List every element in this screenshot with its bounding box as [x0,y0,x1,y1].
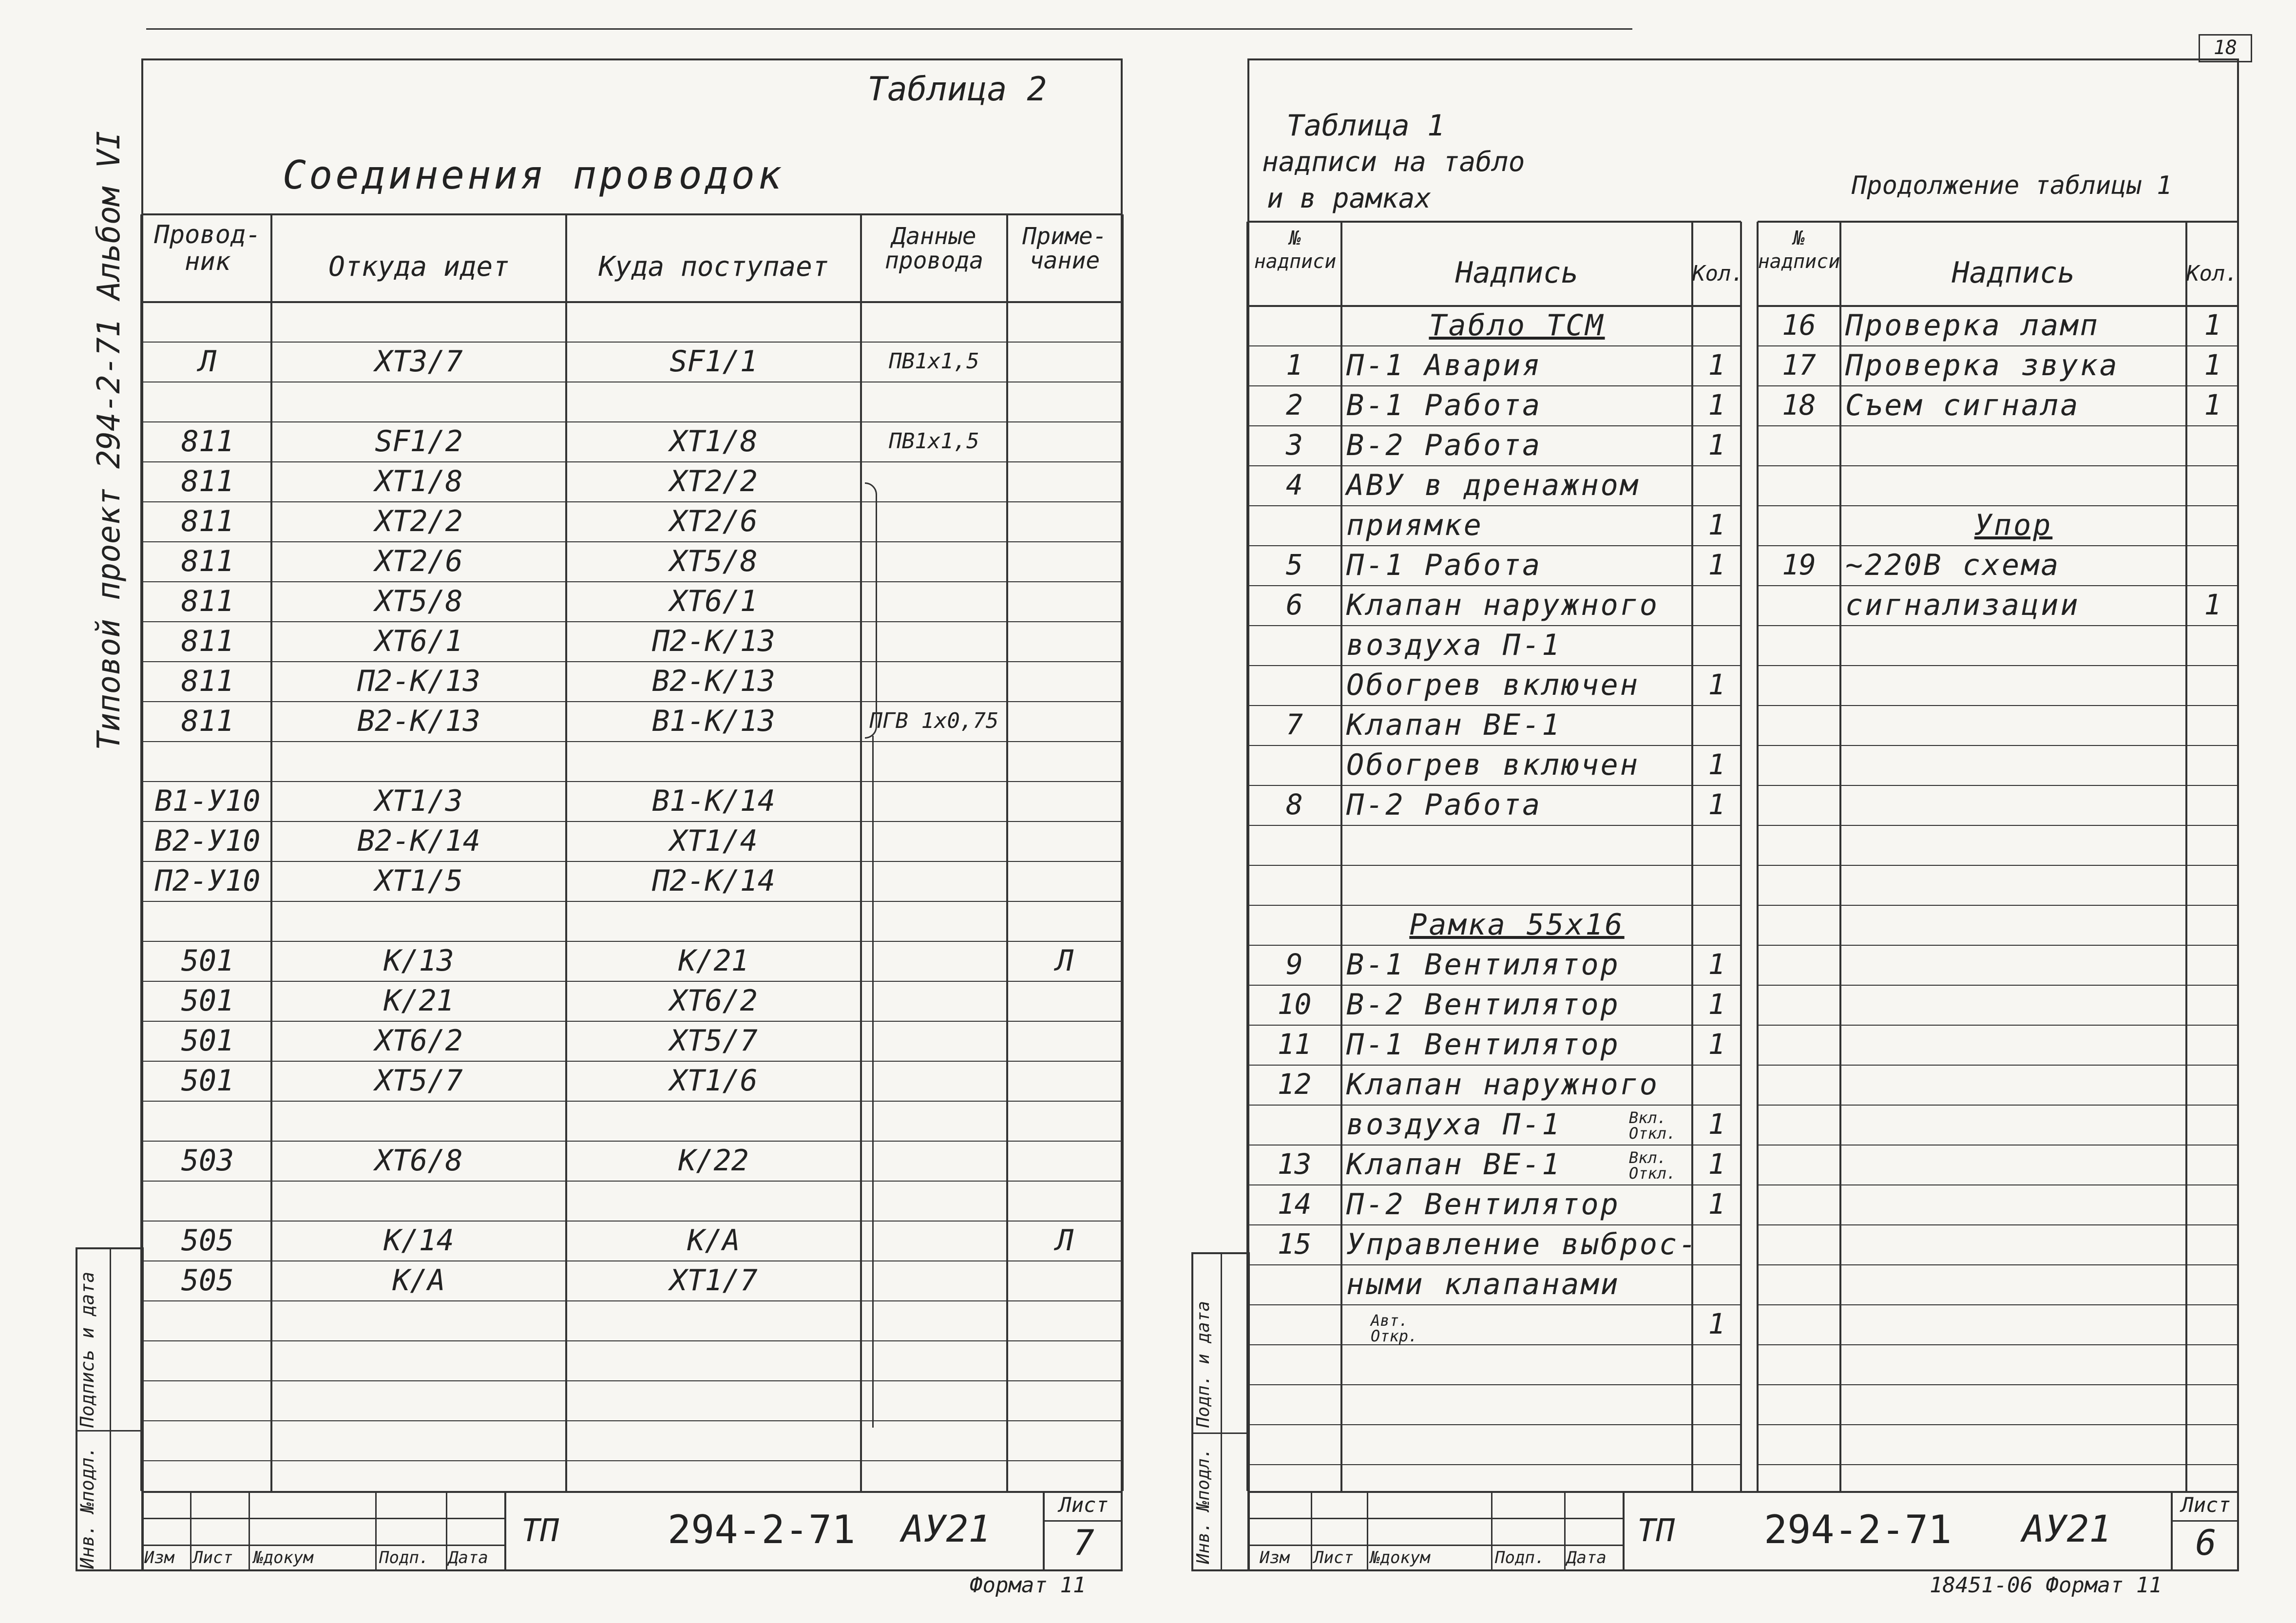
right-cell-text: воздуха П-1 [1346,628,1562,662]
right-cell-num: 8 [1286,788,1303,821]
left-cell-from: ХТ1/5 [375,864,463,898]
left-cell-to: ХТ1/4 [670,824,758,858]
right-cell-qty: 1 [1708,988,1725,1021]
right-cell-text: АВУ в дренажном [1346,468,1640,502]
left-cell-to: ХТ2/2 [670,464,758,498]
right-cell-qty: 1 [2204,588,2221,621]
left-header-to: Куда поступает [598,251,829,283]
right-cell-text: Клапан наружного [1346,588,1659,622]
right-header-text-2: Надпись [1952,256,2075,290]
left-cell-to: П2-К/14 [652,864,775,898]
left-cell-data: ПВ1х1,5 [889,429,979,454]
left-sheet-title: Соединения проводок [283,153,784,198]
left-cell-to: К/21 [678,944,749,978]
left-cell-wire: 811 [181,424,234,458]
left-cell-from: ХТ1/8 [375,464,463,498]
right-cell-qty: 1 [1708,668,1725,701]
right-cell-num: 13 [1277,1147,1312,1181]
right-cell-sub: Вкл. [1629,1108,1667,1127]
right-cell-num: 5 [1286,548,1303,581]
right-cell-qty: 1 [1708,548,1725,581]
left-cell-from: ХТ5/8 [375,584,463,618]
right-cell-qty: 1 [1708,748,1725,781]
right-cell-sub: Авт. [1371,1311,1409,1330]
left-cell-from: ХТ6/1 [375,624,463,658]
right-cell-num: 4 [1286,468,1303,501]
left-cell-from: SF1/2 [375,424,463,458]
right-cell-qty: 1 [2204,388,2221,421]
right-cell-text: П-1 Работа [1346,548,1542,582]
right-cell-num: 14 [1277,1187,1312,1221]
right-cell-text: воздуха П-1 [1346,1107,1562,1142]
left-cell-from: ХТ1/3 [375,784,463,818]
left-side-stamp-sign: Подпись и дата [77,1271,98,1428]
right-cell-text: Проверка звука [1845,348,2119,382]
right-cell-qty: 1 [1708,1187,1725,1221]
left-cell-from: ХТ6/8 [375,1144,463,1178]
left-header-from: Откуда идет [328,251,509,283]
left-cell-wire: 501 [181,1064,234,1098]
left-stamp-sheet-label: Лист [1059,1493,1109,1517]
left-stamp-doc: №докум [253,1548,313,1567]
left-stamp-sign: Подп. [379,1548,429,1567]
right-cell-sub: Откл. [1629,1124,1676,1143]
left-cell-from: ХТ2/6 [375,544,463,578]
right-stamp-sheet-line [2171,1520,2239,1522]
right-cell-text: Съем сигнала [1845,388,2080,422]
right-header-num-2: № надписи [1758,227,1840,273]
left-cell-wire: 811 [181,464,234,498]
right-stamp-col-4 [1564,1491,1566,1571]
left-cell-note: Л [1055,944,1074,978]
left-cell-wire: 811 [181,584,234,618]
left-cell-to: В2-К/13 [652,664,775,698]
left-side-caption: Типовой проект 294-2-71 Альбом VI [91,131,127,750]
right-header-qty: Кол. [1692,261,1744,286]
right-cell-num: 9 [1286,948,1303,981]
right-cell-text: Обогрев включен [1346,668,1640,702]
right-header-qty-2: Кол. [2186,261,2238,286]
left-cell-from: К/13 [383,944,454,978]
right-cell-text: Упор [1974,508,2053,542]
left-cell-to: К/А [687,1223,740,1258]
left-cell-to: SF1/1 [670,344,758,379]
right-cell-text: Рамка 55х16 [1409,908,1625,942]
left-cell-wire: Л [198,344,217,379]
left-stamp-sheet-no: 7 [1073,1522,1094,1563]
right-cell-text: ными клапанами [1346,1267,1620,1301]
left-cell-wire: 503 [181,1144,234,1178]
right-cell-qty: 1 [1708,788,1725,821]
right-cell-qty: 1 [1708,1147,1725,1181]
left-cell-data: ПВ1х1,5 [889,349,979,374]
right-cell-qty: 1 [1708,388,1725,421]
right-cell-text: Клапан ВЕ-1 [1346,708,1562,742]
right-cell-qty: 1 [1708,1107,1725,1141]
right-cell-num: 11 [1277,1028,1312,1061]
right-cell-text: В-1 Вентилятор [1346,948,1620,982]
left-stamp-izm: Изм [144,1548,174,1567]
right-stamp-row-1 [1247,1518,1623,1519]
left-cell-to: П2-К/13 [652,624,775,658]
left-stamp-mark: АУ21 [901,1507,991,1550]
right-header-text: Надпись [1455,256,1579,290]
right-cell-num: 12 [1277,1068,1312,1101]
right-stamp-col-2 [1367,1491,1368,1571]
right-cell-qty: 1 [2204,348,2221,382]
left-cell-from: К/А [392,1263,445,1298]
left-cell-to: ХТ6/2 [670,984,758,1018]
right-side-stamp-divider [1221,1252,1222,1571]
left-table-label: Таблица 2 [867,70,1047,109]
left-stamp-format: Формат 11 [970,1573,1086,1598]
left-header-wire: Провод-ник [154,220,261,276]
right-cell-qty: 1 [2204,308,2221,342]
right-cell-num: 18 [1782,388,1816,421]
left-cell-wire: П2-У10 [154,864,261,898]
right-cell-text: В-1 Работа [1346,388,1542,422]
right-cell-num: 16 [1782,308,1816,342]
right-cell-text: Клапан ВЕ-1 [1346,1147,1562,1182]
right-cell-text: Проверка ламп [1845,308,2100,343]
left-stamp-code: 294-2-71 [668,1507,856,1552]
left-cell-to: ХТ1/6 [670,1064,758,1098]
right-cell-num: 17 [1782,348,1816,382]
right-cell-text: П-2 Вентилятор [1346,1187,1620,1222]
left-cell-note: Л [1055,1223,1074,1258]
left-cell-wire: 811 [181,624,234,658]
left-stamp-list: Лист [193,1548,233,1567]
right-cell-text: Клапан наружного [1346,1068,1659,1102]
left-cell-wire: 811 [181,504,234,538]
left-cell-to: В1-К/14 [652,784,775,818]
right-stamp-doc: №докум [1370,1548,1430,1567]
right-cell-sub: Вкл. [1629,1148,1667,1167]
right-stamp-sign: Подп. [1495,1548,1545,1567]
left-cell-to: ХТ5/8 [670,544,758,578]
left-cell-wire: 505 [181,1263,234,1298]
right-continuation-label: Продолжение таблицы 1 [1852,171,2172,200]
left-cell-from: ХТ6/2 [375,1024,463,1058]
right-stamp-sheet-no: 6 [2195,1522,2217,1563]
right-cell-text: П-1 Вентилятор [1346,1028,1620,1062]
right-cell-sub: Откр. [1371,1327,1418,1345]
left-cell-from: К/21 [383,984,454,1018]
right-stamp-divider [1623,1491,1625,1571]
right-cell-text: В-2 Работа [1346,428,1542,462]
right-cell-text: В-2 Вентилятор [1346,988,1620,1022]
right-cell-num: 19 [1782,548,1816,581]
right-stamp-col-3 [1491,1491,1492,1571]
left-cell-data: ПГВ 1х0,75 [869,708,999,733]
left-cell-wire: 505 [181,1223,234,1258]
right-stamp-sheet-label: Лист [2181,1493,2231,1517]
right-table-subtitle-2: и в рамках [1267,183,1432,214]
left-cell-from: ХТ3/7 [375,344,463,379]
left-cell-wire: 811 [181,704,234,738]
left-cell-to: ХТ1/7 [670,1263,758,1298]
left-cell-from: В2-К/13 [357,704,480,738]
right-cell-qty: 1 [1708,508,1725,541]
right-stamp-top [1247,1491,2239,1493]
right-cell-text: Обогрев включен [1346,748,1640,782]
right-cell-num: 1 [1286,348,1303,382]
left-cell-to: ХТ2/6 [670,504,758,538]
right-cell-num: 7 [1286,708,1303,741]
left-cell-from: П2-К/13 [357,664,480,698]
left-cell-from: ХТ5/7 [375,1064,463,1098]
right-cell-num: 2 [1286,388,1303,421]
right-stamp-row-2 [1247,1545,1623,1546]
right-stamp-format: 18451-06 Формат 11 [1930,1573,2162,1598]
left-cell-to: В1-К/13 [652,704,775,738]
right-side-stamp-sign: Подп. и дата [1193,1300,1213,1428]
right-cell-text: ~220В схема [1845,548,2061,582]
right-cell-num: 6 [1286,588,1303,621]
left-cell-wire: В1-У10 [154,784,261,818]
right-cell-text: Управление выброс- [1346,1227,1699,1261]
right-cell-qty: 1 [1708,1028,1725,1061]
right-stamp-mark: АУ21 [2022,1507,2112,1550]
left-header-note: Приме-чание [1022,223,1107,275]
right-cell-text: П-2 Работа [1346,788,1542,822]
left-cell-to: ХТ5/7 [670,1024,758,1058]
left-cell-wire: 811 [181,664,234,698]
right-cell-text: Табло ТСМ [1429,308,1605,343]
left-cell-wire: 811 [181,544,234,578]
left-cell-to: ХТ1/8 [670,424,758,458]
right-stamp-izm: Изм [1260,1548,1290,1567]
left-cell-wire: 501 [181,944,234,978]
right-cell-qty: 1 [1708,1307,1725,1340]
left-cell-from: К/14 [383,1223,454,1258]
right-cell-num: 10 [1277,988,1312,1021]
right-stamp-date: Дата [1567,1548,1607,1567]
right-cell-text: приямке [1346,508,1483,542]
left-cell-wire: В2-У10 [154,824,261,858]
right-stamp-list: Лист [1314,1548,1354,1567]
right-cell-qty: 1 [1708,948,1725,981]
right-header-num: № надписи [1254,227,1337,273]
left-stamp-tp: ТП [521,1513,559,1549]
left-cell-from: ХТ2/2 [375,504,463,538]
right-stamp-code: 294-2-71 [1764,1507,1952,1552]
left-side-stamp-inv: Инв. №подл. [77,1446,98,1569]
right-stamp-tp: ТП [1637,1513,1675,1549]
right-table-label: Таблица 1 [1286,109,1445,143]
right-side-stamp-inv: Инв. №подл. [1193,1448,1213,1564]
right-cell-num: 3 [1286,428,1303,461]
right-table-subtitle-1: надписи на табло [1262,146,1525,178]
right-stamp-col-1 [1311,1491,1312,1571]
right-cell-qty: 1 [1708,348,1725,382]
right-cell-num: 15 [1277,1227,1312,1260]
page-number: 18 [2213,37,2238,59]
left-cell-to: К/22 [678,1144,749,1178]
left-cell-wire: 501 [181,984,234,1018]
right-side-stamp-divider-2 [1191,1432,1250,1434]
left-cell-to: ХТ6/1 [670,584,758,618]
right-cell-text: сигнализации [1845,588,2080,622]
right-cell-text: П-1 Авария [1346,348,1542,382]
right-cell-sub: Откл. [1629,1164,1676,1183]
left-header-data: Данные провода [884,223,984,275]
left-stamp-date: Дата [448,1548,488,1567]
left-cell-wire: 501 [181,1024,234,1058]
left-cell-from: В2-К/14 [357,824,480,858]
right-cell-qty: 1 [1708,428,1725,461]
